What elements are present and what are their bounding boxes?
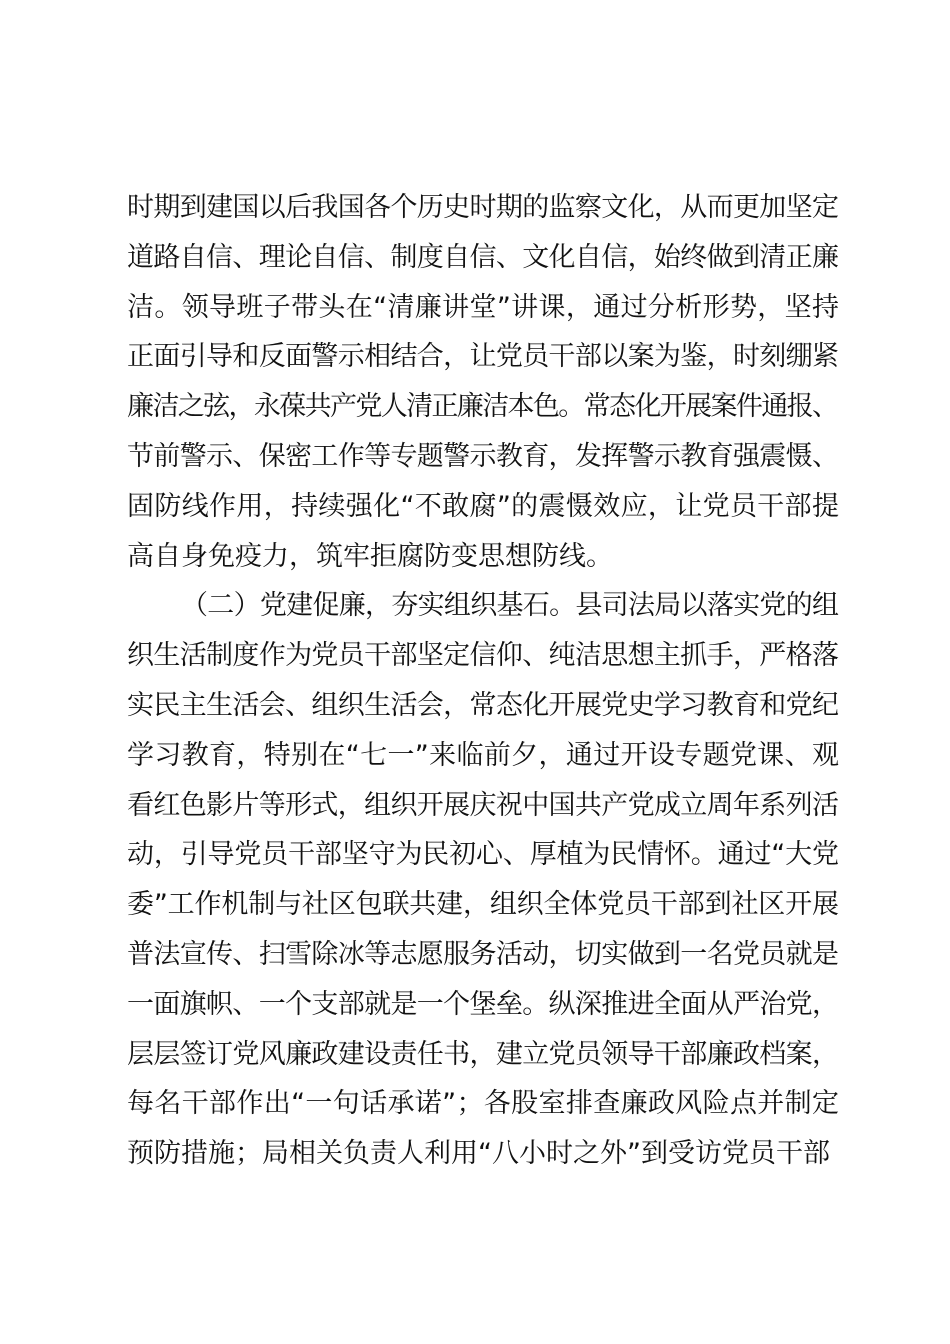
- text-line: 节前警示、保密工作等专题警示教育，发挥警示教育强震慑、: [127, 440, 839, 472]
- text-line: 每名干部作出“一句话承诺”；各股室排查廉政风险点并制定: [127, 1088, 839, 1120]
- text-line: （二）党建促廉，夯实组织基石。县司法局以落实党的组: [181, 590, 839, 622]
- paragraph-2: [127, 581, 839, 1179]
- text-line: 实民主生活会、组织生活会，常态化开展党史学习教育和党纪: [127, 689, 839, 721]
- text-line: 委”工作机制与社区包联共建，组织全体党员干部到社区开展: [127, 889, 839, 921]
- text-line: 预防措施；局相关负责人利用“八小时之外”到受访党员干部: [127, 1138, 830, 1170]
- text-line: 洁。领导班子带头在“清廉讲堂”讲课，通过分析形势，坚持: [127, 291, 839, 323]
- text-line: 正面引导和反面警示相结合，让党员干部以案为鉴，时刻绷紧: [127, 341, 839, 373]
- paragraph-1: [127, 183, 839, 581]
- text-line: 道路自信、理论自信、制度自信、文化自信，始终做到清正廉: [127, 241, 839, 273]
- text-line: 时期到建国以后我国各个历史时期的监察文化，从而更加坚定: [127, 192, 839, 223]
- text-line: 廉洁之弦，永葆共产党人清正廉洁本色。常态化开展案件通报、: [127, 391, 838, 423]
- text-line: 层层签订党风廉政建设责任书，建立党员领导干部廉政档案，: [127, 1038, 839, 1070]
- text-line: 学习教育，特别在“七一”来临前夕，通过开设专题党课、观: [127, 739, 839, 771]
- document-body: [127, 183, 839, 1179]
- text-line: 动，引导党员干部坚守为民初心、厚植为民情怀。通过“大党: [127, 839, 839, 871]
- text-line: 看红色影片等形式，组织开展庆祝中国共产党成立周年系列活: [127, 789, 839, 821]
- text-line: 织生活制度作为党员干部坚定信仰、纯洁思想主抓手，严格落: [127, 640, 839, 672]
- text-line: 一面旗帜、一个支部就是一个堡垒。纵深推进全面从严治党，: [127, 988, 839, 1020]
- text-line: 普法宣传、扫雪除冰等志愿服务活动，切实做到一名党员就是: [127, 938, 839, 970]
- text-line: 固防线作用，持续强化“不敢腐”的震慑效应，让党员干部提: [127, 490, 839, 522]
- text-line: 高自身免疫力，筑牢拒腐防变思想防线。: [127, 540, 613, 572]
